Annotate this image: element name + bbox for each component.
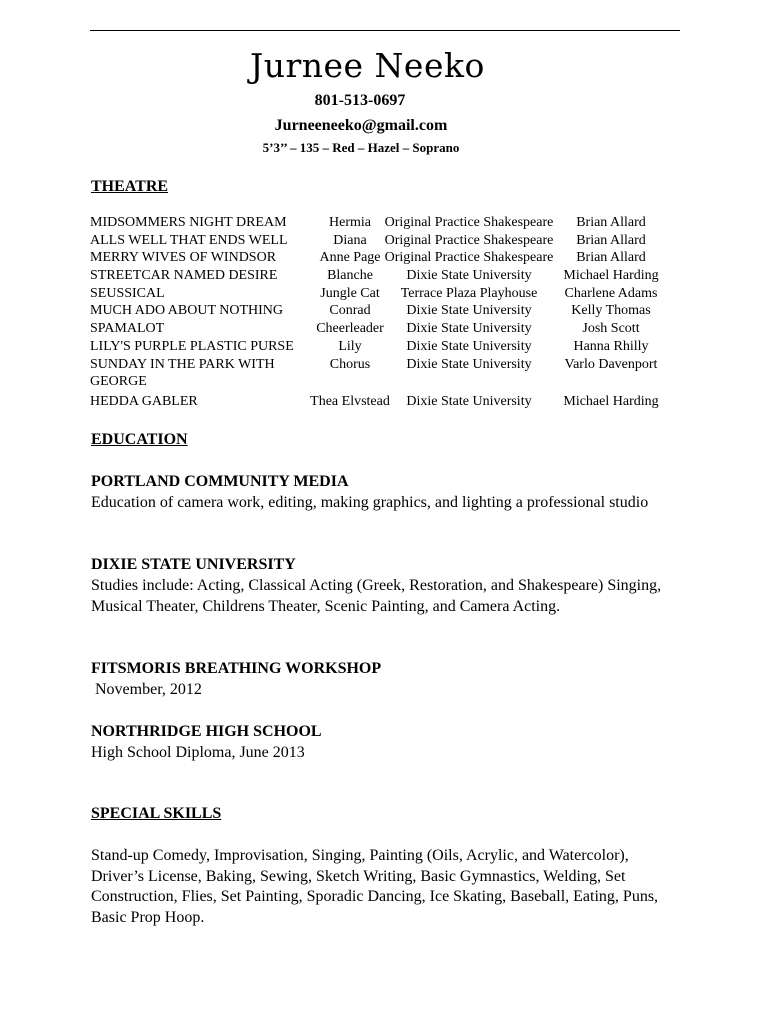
credit-director: Josh Scott [582, 321, 640, 337]
top-rule [90, 30, 680, 31]
education-title: NORTHRIDGE HIGH SCHOOL [91, 723, 322, 740]
credit-venue: Terrace Plaza Playhouse [400, 285, 538, 301]
credit-director: Brian Allard [576, 250, 646, 266]
credit-director: Hanna Rhilly [573, 338, 649, 354]
credit-director: Kelly Thomas [571, 303, 651, 319]
credit-venue: Dixie State University [406, 321, 532, 337]
credit-row [90, 320, 672, 338]
credit-director: Varlo Davenport [564, 356, 658, 372]
credit-role: Chorus [329, 356, 371, 372]
education-description: November, 2012 [91, 681, 202, 698]
credit-venue: Dixie State University [406, 356, 532, 372]
credit-venue: Original Practice Shakespeare [384, 232, 554, 248]
education-entry [91, 555, 681, 617]
education-entry [91, 722, 681, 763]
credit-role: Jungle Cat [320, 285, 380, 301]
education-entry [91, 472, 681, 513]
credit-director: Brian Allard [576, 215, 646, 230]
credit-role: Hermia [329, 215, 371, 230]
theatre-heading: THEATRE [91, 178, 169, 195]
credit-show: SEUSSICAL [90, 285, 165, 301]
credit-show: LILY'S PURPLE PLASTIC PURSE [90, 338, 294, 354]
credit-role: Cheerleader [316, 321, 384, 337]
credit-show: STREETCAR NAMED DESIRE [90, 268, 278, 284]
credit-row [90, 232, 672, 250]
education-title: FITSMORIS BREATHING WORKSHOP [91, 660, 382, 677]
credit-role: Anne Page [319, 250, 381, 266]
credit-row [90, 302, 672, 320]
credit-role: Diana [333, 232, 367, 248]
special-skills-text: Stand-up Comedy, Improvisation, Singing, Painting (Oils, Acrylic, and Watercolor), Driver’s License, Baking, Sewing, Sketch Writing, Basic Gymnastics, Welding, Set Construction, Flies, Set Painting, Sporadic Dancing, Ice Skating, Baseball, Eating, Puns, Basic Prop Hoop. [91, 847, 659, 926]
credit-show: MUCH ADO ABOUT NOTHING [90, 303, 284, 319]
credit-role: Lily [338, 338, 362, 354]
theatre-credits-table [90, 214, 672, 411]
credit-show: SPAMALOT [90, 321, 165, 337]
credit-row [90, 285, 672, 303]
resume-name: Jurnee Neeko [250, 46, 485, 85]
education-heading: EDUCATION [91, 431, 188, 448]
education-title: DIXIE STATE UNIVERSITY [91, 556, 296, 573]
credit-row [90, 214, 672, 232]
credit-row [90, 356, 672, 391]
credit-director: Charlene Adams [564, 285, 658, 301]
education-entry [91, 659, 681, 700]
special-skills-heading: SPECIAL SKILLS [91, 805, 222, 822]
physical-stats: 5’3’’ – 135 – Red – Hazel – Soprano [262, 140, 460, 155]
credit-venue: Dixie State University [406, 303, 532, 319]
credit-director: Michael Harding [563, 393, 659, 409]
credit-venue: Dixie State University [406, 268, 532, 284]
education-description: Education of camera work, editing, making graphics, and lighting a professional studio [91, 494, 649, 511]
credit-show: MERRY WIVES OF WINDSOR [90, 250, 277, 266]
credit-show: HEDDA GABLER [90, 393, 198, 409]
credit-row [90, 393, 672, 411]
credit-venue: Original Practice Shakespeare [384, 215, 554, 230]
education-title: PORTLAND COMMUNITY MEDIA [91, 473, 349, 490]
email-address: Jurneeneeko@gmail.com [274, 117, 448, 134]
credit-director: Michael Harding [563, 268, 659, 284]
credit-row [90, 338, 672, 356]
credit-venue: Original Practice Shakespeare [384, 250, 554, 266]
credit-show: MIDSOMMERS NIGHT DREAM [90, 215, 287, 230]
credit-role: Thea Elvstead [310, 393, 390, 409]
credit-row [90, 267, 672, 285]
credit-venue: Dixie State University [406, 393, 532, 409]
education-description: High School Diploma, June 2013 [91, 744, 305, 761]
credit-show: ALLS WELL THAT ENDS WELL [90, 232, 288, 248]
education-description: Studies include: Acting, Classical Acting (Greek, Restoration, and Shakespeare) Singing, Musical Theater, Childrens Theater, Scenic Painting, and Camera Acting. [91, 577, 662, 615]
credit-venue: Dixie State University [406, 338, 532, 354]
credit-row [90, 249, 672, 267]
credit-role: Blanche [327, 268, 373, 284]
credit-role: Conrad [329, 303, 371, 319]
credit-show: SUNDAY IN THE PARK WITH GEORGE [90, 356, 275, 390]
phone-number: 801-513-0697 [314, 92, 406, 109]
credit-director: Brian Allard [576, 232, 646, 248]
